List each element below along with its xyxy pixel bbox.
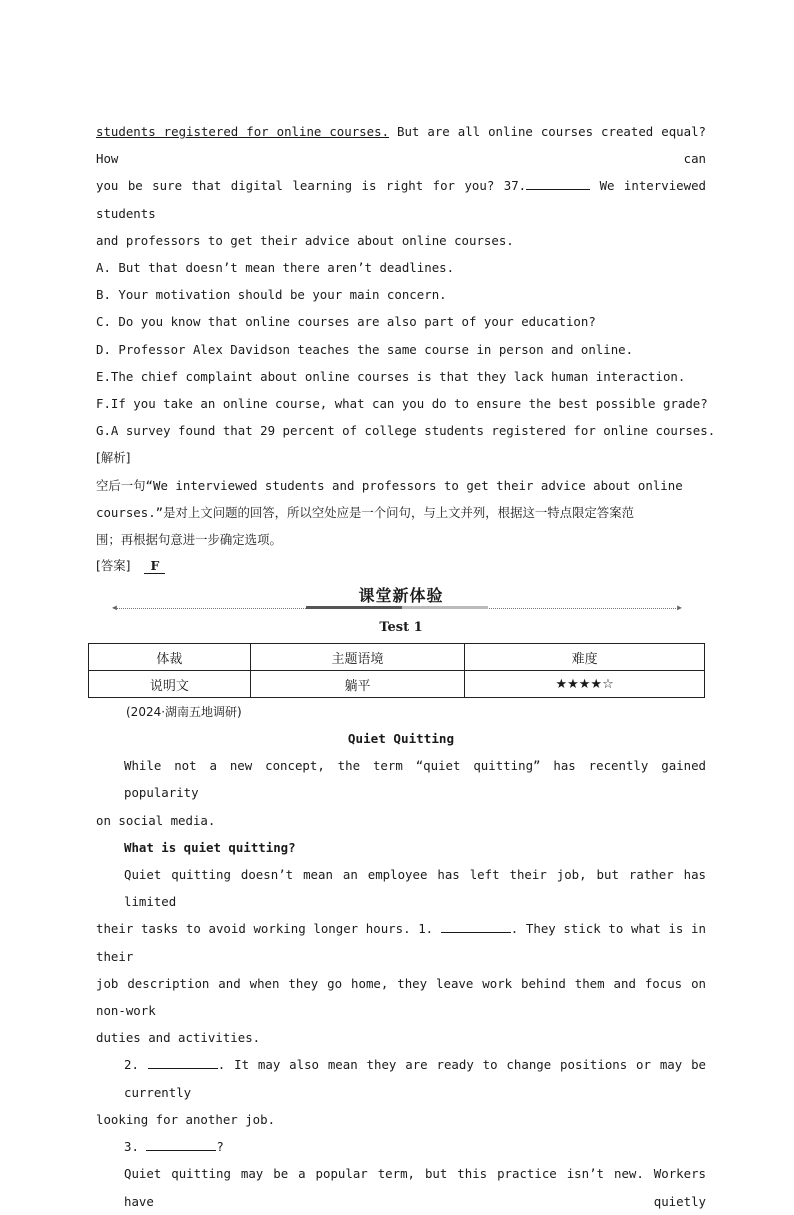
document-page <box>96 118 716 1215</box>
intro-line-3: and professors to get their advice about online courses. <box>96 232 514 248</box>
option-d: D. Professor Alex Davidson teaches the same course in person and online. <box>96 341 634 357</box>
p1-line-2: on social media. <box>96 812 216 828</box>
answer-row <box>96 553 706 579</box>
p3-line-1: 2. . It may also mean they are ready to change positions or may be currently <box>96 1051 706 1105</box>
p4-line-1: Quiet quitting may be a popular term, but this practice isn’t new. Workers have quietly <box>124 1166 706 1209</box>
analysis-line-1: 空后一句“We interviewed students and professors to get their advice about online <box>96 477 683 493</box>
option-b: B. Your motivation should be your main concern. <box>96 287 447 303</box>
p1-line-1: While not a new concept, the term “quiet quitting” has recently gained popularity <box>124 758 706 801</box>
p2-line-2: their tasks to avoid working longer hours. 1. . They stick to what is in their <box>96 915 706 969</box>
info-table <box>88 643 705 698</box>
answer-label: [答案] <box>96 558 131 574</box>
table-cell-genre: 说明文 <box>89 671 251 698</box>
intro-line-2: you be sure that digital learning is right for you? 37. We interviewed students <box>96 172 706 226</box>
test-title: Test 1 <box>379 620 423 636</box>
analysis-line-3: 围；再根据句意进一步确定选项。 <box>96 532 282 548</box>
source-note: (2024·湖南五地调研) <box>126 705 242 720</box>
section-header <box>96 581 706 611</box>
analysis-label: [解析] <box>96 450 131 466</box>
table-row <box>89 671 705 698</box>
option-g: G.A survey found that 29 percent of college students registered for online courses. <box>96 423 716 439</box>
table-header-cell: 难度 <box>465 644 705 671</box>
subheading: What is quiet quitting? <box>124 839 296 855</box>
table-cell-difficulty: ★★★★☆ <box>465 671 705 698</box>
blank-3[interactable] <box>146 1136 216 1151</box>
arrow-right-icon: ▶ <box>677 603 682 613</box>
table-cell-theme: 躺平 <box>250 671 464 698</box>
p3-line-2: looking for another job. <box>96 1111 276 1127</box>
intro-line-1: students registered for online courses. But are all online courses created equal? How can <box>96 124 707 167</box>
table-header-cell: 主题语境 <box>250 644 464 671</box>
table-header-row <box>89 644 705 671</box>
option-f: F.If you take an online course, what can you do to ensure the best possible grade? <box>96 396 708 412</box>
title-bar-light <box>402 606 488 609</box>
q3-line: 3. ? <box>96 1133 706 1160</box>
option-c: C. Do you know that online courses are also part of your education? <box>96 314 596 330</box>
arrow-left-icon: ◀ <box>112 603 117 613</box>
title-bar-dark <box>306 606 402 609</box>
blank-2[interactable] <box>148 1054 218 1069</box>
option-e: E.The chief complaint about online courses is that they lack human interaction. <box>96 368 686 384</box>
table-header-cell: 体裁 <box>89 644 251 671</box>
option-a: A. But that doesn’t mean there aren’t deadlines. <box>96 260 455 276</box>
answer-value: F <box>144 558 165 574</box>
underlined-sentence: students registered for online courses. <box>96 124 390 139</box>
article-title: Quiet Quitting <box>347 731 455 747</box>
section-title: 课堂新体验 <box>358 586 444 606</box>
blank-1[interactable] <box>441 918 511 933</box>
p2-line-3: job description and when they go home, they leave work behind them and focus on non-work <box>96 975 706 1019</box>
analysis-line-2: courses.”是对上文问题的回答，所以空处应是一个问句，与上文并列，根据这一特点限定答案范 <box>96 504 634 520</box>
blank-37[interactable] <box>526 175 590 190</box>
p2-line-1: Quiet quitting doesn’t mean an employee has left their job, but rather has limited <box>124 867 706 910</box>
p2-line-4: duties and activities. <box>96 1030 261 1046</box>
